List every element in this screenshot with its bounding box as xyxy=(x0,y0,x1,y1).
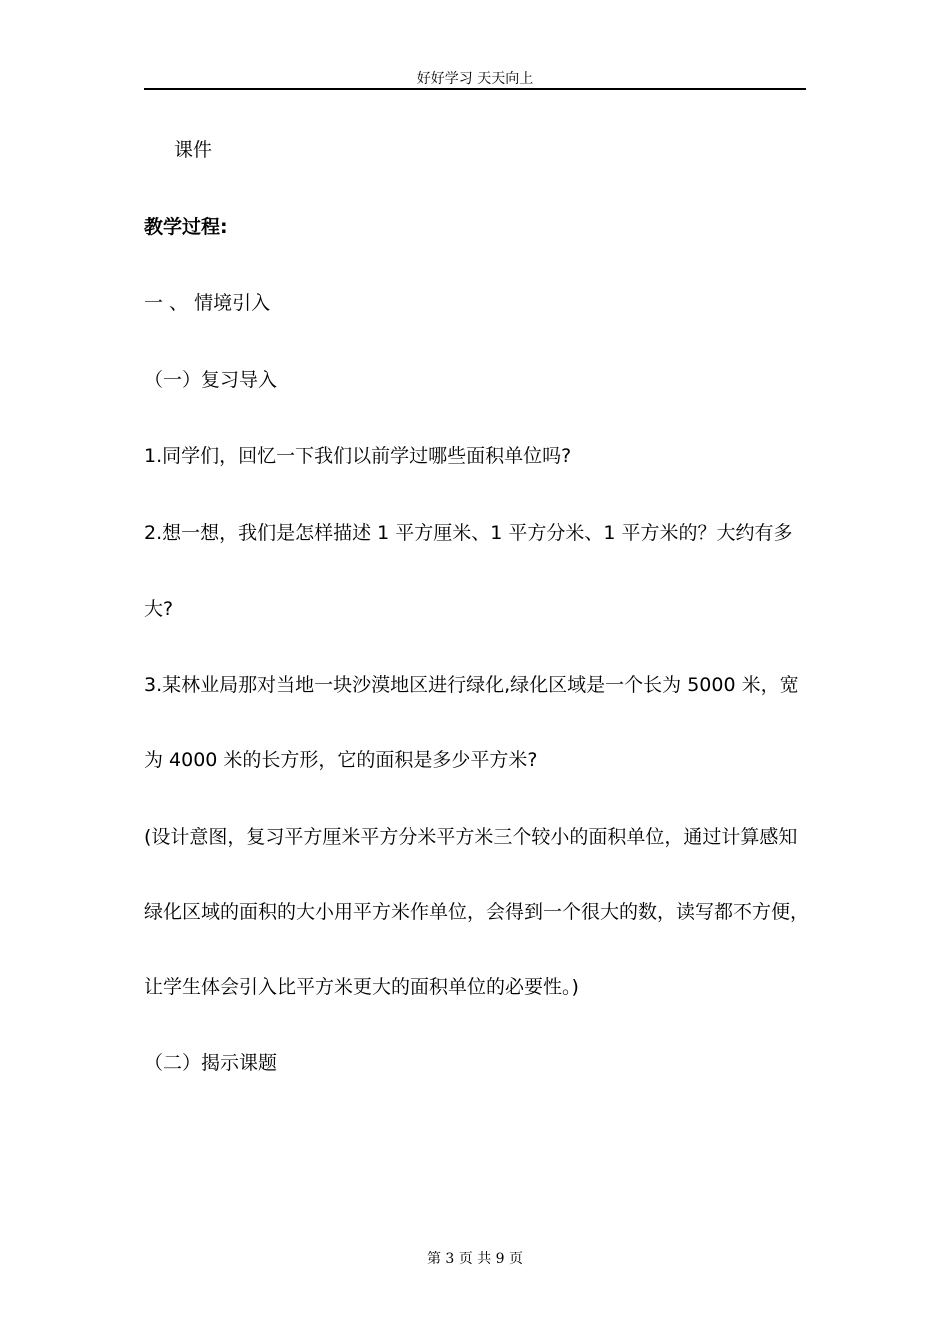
question-1: 1.同学们，回忆一下我们以前学过哪些面积单位吗? xyxy=(144,445,572,467)
question-3-line-1: 3.某林业局那对当地一块沙漠地区进行绿化,绿化区域是一个长为 5000 米，宽 xyxy=(144,674,799,696)
question-3-line-2: 为 4000 米的长方形，它的面积是多少平方米? xyxy=(144,749,538,771)
materials-text: 课件 xyxy=(174,139,213,161)
subsection1-title: （一）复习导入 xyxy=(144,369,278,391)
design-intent-line-3: 让学生体会引入比平方米更大的面积单位的必要性。) xyxy=(144,976,579,998)
subsection2-title: （二）揭示课题 xyxy=(144,1052,278,1074)
design-intent-line-1: (设计意图，复习平方厘米平方分米平方米三个较小的面积单位，通过计算感知 xyxy=(144,826,798,848)
process-heading: 教学过程: xyxy=(144,216,228,238)
page-number: 第 3 页 共 9 页 xyxy=(426,1251,524,1267)
question-2-line-1: 2.想一想，我们是怎样描述 1 平方厘米、1 平方分米、1 平方米的？大约有多 xyxy=(144,522,793,544)
section1-title: 一 、 情境引入 xyxy=(144,292,271,314)
header-divider xyxy=(144,88,806,90)
design-intent-line-2: 绿化区域的面积的大小用平方米作单位，会得到一个很大的数，读写都不方便， xyxy=(144,901,810,923)
question-2-line-2: 大? xyxy=(144,598,174,620)
page-header: 好好学习 天天向上 xyxy=(416,71,534,87)
